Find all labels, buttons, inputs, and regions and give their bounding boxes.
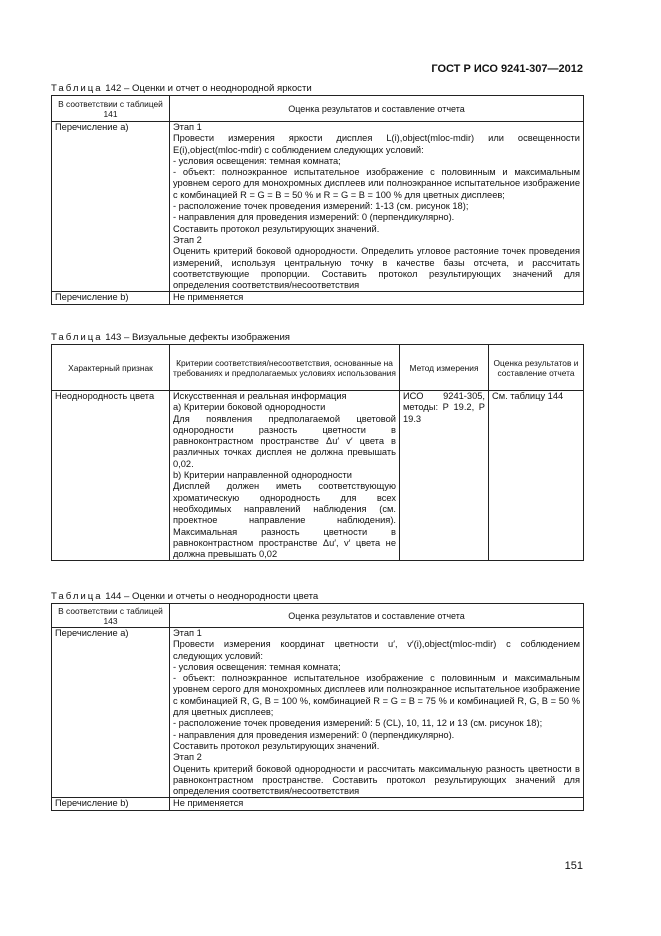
t143-header-col1: Характерный признак [52, 345, 170, 391]
t143-header-col4: Оценка результатов и составление отчета [489, 345, 584, 391]
t144-row2-label: Перечисление b) [52, 798, 170, 810]
t144-line-1: Провести измерения координат цветности u′, v′(i),object(mloc-mdir) с соблюдением следующих условий: [173, 639, 580, 661]
t143-header-col2: Критерии соответствия/несоответствия, основанные на требованиях и предполагаемых условиях использования [170, 345, 400, 391]
t142-line-5: - направления для проведения измерений: 0 (перпендикулярно). [173, 212, 455, 223]
t143-row-method: ИСО 9241-305, методы: Р 19.2, Р 19.3 [400, 391, 489, 561]
t143-line-2: Для появления предполагаемой цветовой однородности разность цветности в равноконтрастном пространстве Δu′ v′ цвета в различных точках дисплея не должна превышать 0,02. [173, 413, 396, 469]
t142-row1-content [170, 122, 584, 292]
t142-line-0: Этап 1 [173, 122, 202, 132]
document-id: ГОСТ Р ИСО 9241-307—2012 [431, 63, 583, 75]
t142-line-7: Этап 2 [173, 234, 202, 245]
table-142 [51, 95, 584, 305]
t144-row2-content: Не применяется [170, 798, 584, 810]
t142-row1-label: Перечисление a) [52, 122, 170, 292]
t143-row-criteria [170, 391, 400, 561]
t144-row1-label: Перечисление a) [52, 628, 170, 798]
table-144 [51, 603, 584, 811]
t143-row-result: См. таблицу 144 [489, 391, 584, 561]
t142-line-1: Провести измерения яркости дисплея L(i),object(mloc-mdir) или освещенности E(i),object(mloc-mdir) с соблюдением следующих условий: [173, 133, 580, 155]
t144-line-5: - направления для проведения измерений: 0 (перпендикулярно). [173, 729, 455, 740]
table-142-caption: Таблица 142 – Оценки и отчет о неоднородной яркости [51, 83, 312, 94]
t142-row2-content: Не применяется [170, 292, 584, 304]
t144-line-6: Составить протокол результирующих значений. [173, 740, 380, 751]
t144-line-3: - объект: полноэкранное испытательное изображение с половинным и максимальным уровнем серого для монохромных дисплеев или полноэкранное испытательное изображение с комбинацией R, G, B = 100 %, комбинацией R = G = B = 75 % и комбинацией R, G, B = 50 % для цветных дисплеев; [173, 673, 580, 718]
t143-row-label: Неоднородность цвета [52, 391, 170, 561]
t143-line-0: Искусственная и реальная информация [173, 391, 347, 401]
t144-row1-content [170, 628, 584, 798]
t144-line-2: - условия освещения: темная комната; [173, 661, 341, 672]
t144-header-col2: Оценка результатов и составление отчета [170, 604, 584, 628]
t142-line-3: - объект: полноэкранное испытательное изображение с половинным и максимальным уровнем серого для монохромных дисплеев или полноэкранное испытательное изображение с комбинацией R = G = B = 50 % и R = G = B = 100 % для цветных дисплеев; [173, 167, 580, 200]
t142-line-2: - условия освещения: темная комната; [173, 155, 341, 166]
table-143 [51, 344, 584, 561]
t142-header-col2: Оценка результатов и составление отчета [170, 96, 584, 122]
t144-line-0: Этап 1 [173, 628, 202, 638]
page-number: 151 [564, 860, 583, 872]
t142-line-6: Составить протокол результирующих значений. [173, 223, 380, 234]
t142-row2-label: Перечисление b) [52, 292, 170, 304]
t143-line-1: a) Критерии боковой однородности [173, 402, 326, 413]
t142-line-4: - расположение точек проведения измерений: 1-13 (см. рисунок 18); [173, 201, 469, 212]
t142-header-col1: В соответствии с таблицей 141 [52, 96, 170, 122]
t142-line-8: Оценить критерий боковой однородности. Определить угловое растояние точек проведения измерений, используя центральную точку в качестве базы отсчета, и рассчитать соответствующие пропорции. Составить протокол результирующих значений для определения соответствия/несоответствия [173, 246, 580, 291]
t144-line-7: Этап 2 [173, 752, 202, 763]
t143-line-4: Дисплей должен иметь соответствующую хроматическую однородность для всех необходимых направлений наблюдения (см. проектное направление наблюдения). Максимальная разность цветности в равноконтрастном пространстве Δu′, v′ цвета не должна превышать 0,02 [173, 481, 396, 560]
t144-header-col1: В соответствии с таблицей 143 [52, 604, 170, 628]
table-143-caption: Таблица 143 – Визуальные дефекты изображения [51, 332, 291, 343]
t144-line-8: Оценить критерий боковой однородности и рассчитать максимальную разность цветности в равноконтрастном пространстве. Составить протокол результирующих значений для определения соответствия/несоответствия [173, 763, 580, 797]
table-144-caption: Таблица 144 – Оценки и отчеты о неоднородности цвета [51, 591, 319, 602]
t143-header-col3: Метод измерения [400, 345, 489, 391]
t144-line-4: - расположение точек проведения измерений: 5 (CL), 10, 11, 12 и 13 (см. рисунок 18); [173, 718, 543, 729]
t143-line-3: b) Критерии направленной однородности [173, 470, 352, 481]
